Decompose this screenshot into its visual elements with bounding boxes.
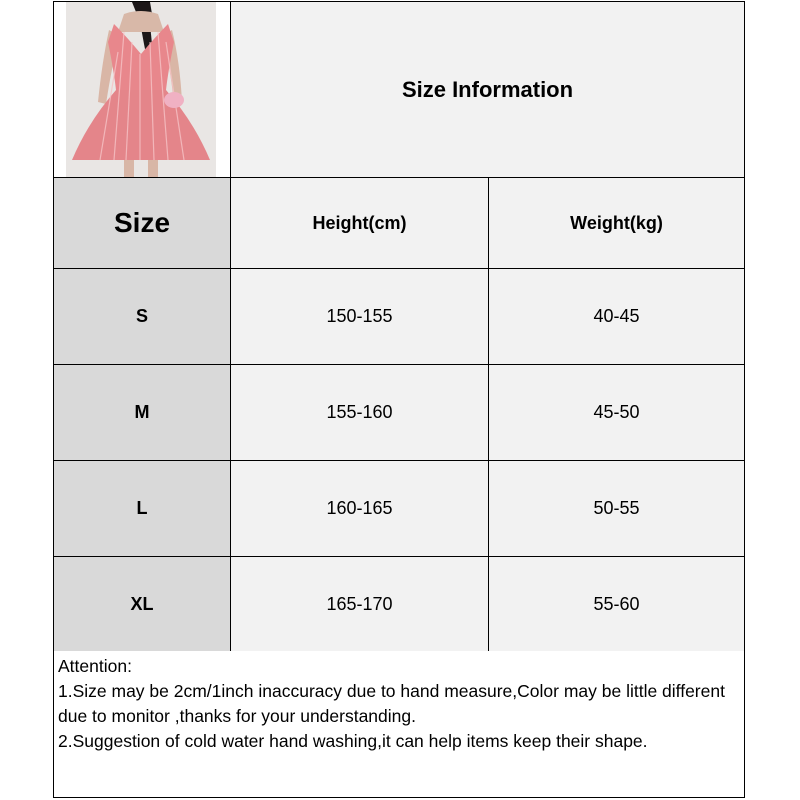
weight-cell: 45-50 [489, 365, 744, 461]
weight-cell: 40-45 [489, 269, 744, 365]
height-cell: 165-170 [231, 557, 489, 652]
height-cell: 155-160 [231, 365, 489, 461]
dress-model-image [54, 2, 230, 177]
note-line-2: 2.Suggestion of cold water hand washing,it can help items keep their shape. [58, 731, 648, 751]
size-cell: M [54, 365, 231, 461]
weight-cell: 50-55 [489, 461, 744, 557]
column-header-weight: Weight(kg) [489, 178, 744, 269]
height-cell: 160-165 [231, 461, 489, 557]
product-photo [54, 2, 231, 178]
notes-heading: Attention: [58, 656, 132, 676]
title-cell [231, 2, 744, 178]
column-header-height: Height(cm) [231, 178, 489, 269]
page-title: Size Information [401, 76, 574, 102]
weight-cell: 55-60 [489, 557, 744, 652]
size-cell: XL [54, 557, 231, 652]
attention-notes [54, 651, 744, 797]
size-cell: S [54, 269, 231, 365]
size-cell: L [54, 461, 231, 557]
size-chart [53, 1, 745, 798]
height-cell: 150-155 [231, 269, 489, 365]
column-header-size: Size [54, 178, 231, 269]
note-line-1: 1.Size may be 2cm/1inch inaccuracy due to hand measure,Color may be little different due to monitor ,thanks for your understanding. [58, 681, 725, 726]
